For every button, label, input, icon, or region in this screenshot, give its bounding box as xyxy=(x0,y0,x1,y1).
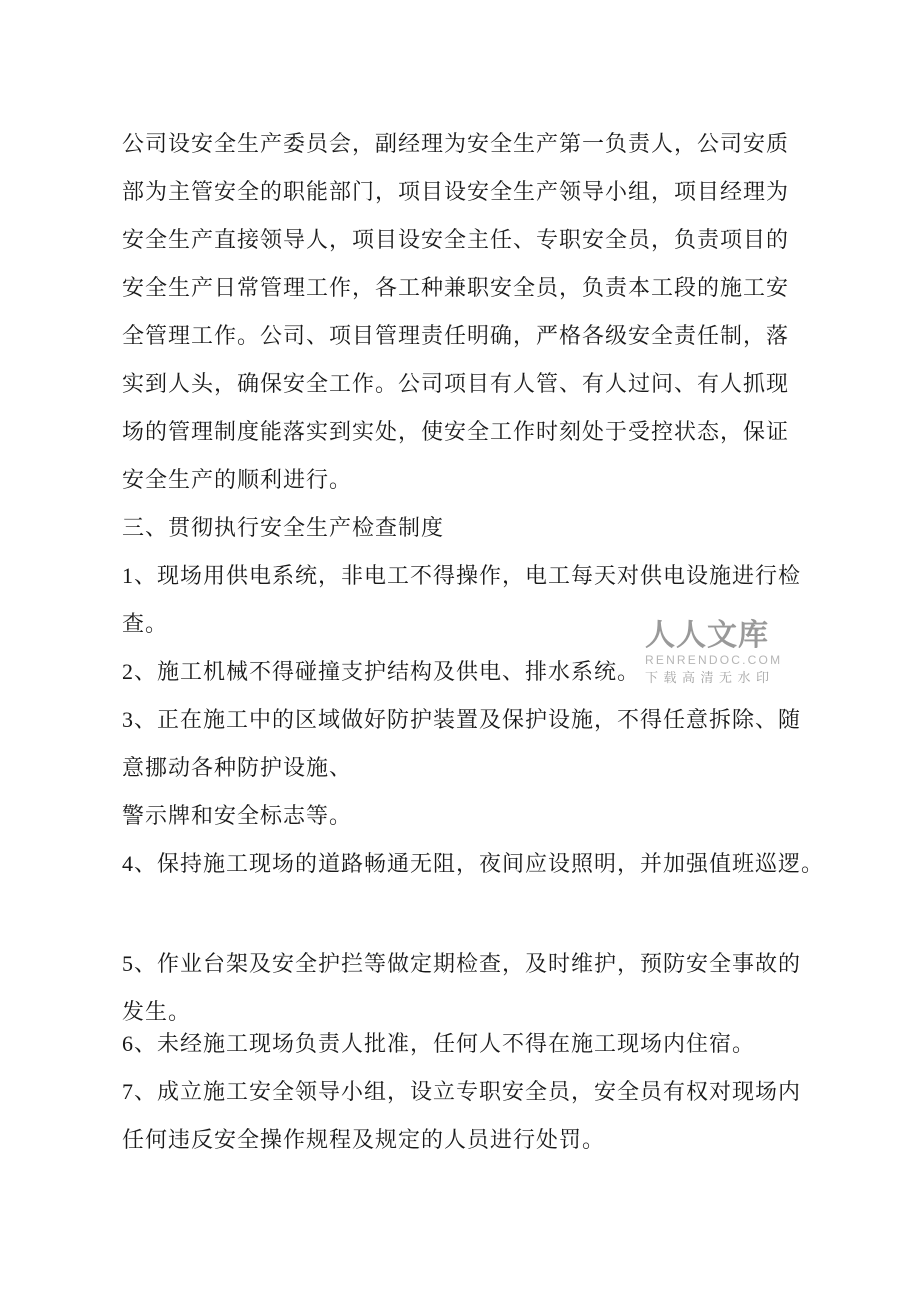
text-line: 4、保持施工现场的道路畅通无阻，夜间应设照明，并加强值班巡逻。 xyxy=(122,851,825,876)
text-line: 安全生产的顺利进行。 xyxy=(122,467,353,492)
watermark-tagline-text: 下载高清无水印 xyxy=(645,670,775,685)
text-line: 场的管理制度能落实到实处，使安全工作时刻处于受控状态，保证 xyxy=(122,419,790,444)
text-line: 三、贯彻执行安全生产检查制度 xyxy=(122,515,445,540)
watermark-logo-text: 人人文库 xyxy=(645,619,769,652)
text-line: 3、正在施工中的区域做好防护装置及保护设施，不得任意拆除、随 xyxy=(122,707,802,732)
text-line: 公司设安全生产委员会，副经理为安全生产第一负责人，公司安质 xyxy=(122,131,790,156)
watermark-domain-text: RENRENDOC.COM xyxy=(645,653,783,667)
text-line: 6、未经施工现场负责人批准，任何人不得在施工现场内住宿。 xyxy=(122,1031,756,1056)
text-line: 任何违反安全操作规程及规定的人员进行处罚。 xyxy=(122,1127,606,1152)
text-line: 安全生产直接领导人，项目设安全主任、专职安全员，负责项目的 xyxy=(122,227,790,252)
text-line: 5、作业台架及安全护拦等做定期检查，及时维护，预防安全事故的 xyxy=(122,951,802,976)
text-line: 意挪动各种防护设施、 xyxy=(122,755,353,780)
text-line: 实到人头，确保安全工作。公司项目有人管、有人过问、有人抓现 xyxy=(122,371,790,396)
blank-line xyxy=(122,888,812,940)
renrendoc-watermark xyxy=(645,619,783,685)
text-line: 查。 xyxy=(122,611,169,636)
text-line: 部为主管安全的职能部门，项目设安全生产领导小组，项目经理为 xyxy=(122,179,790,204)
text-line: 警示牌和安全标志等。 xyxy=(122,803,353,828)
text-line: 全管理工作。公司、项目管理责任明确，严格各级安全责任制，落 xyxy=(122,323,790,348)
text-line: 安全生产日常管理工作，各工种兼职安全员，负责本工段的施工安 xyxy=(122,275,790,300)
text-line: 1、现场用供电系统，非电工不得操作，电工每天对供电设施进行检 xyxy=(122,563,802,588)
text-line: 发生。 xyxy=(122,999,192,1024)
text-line: 7、成立施工安全领导小组，设立专职安全员，安全员有权对现场内 xyxy=(122,1079,802,1104)
text-line: 2、施工机械不得碰撞支护结构及供电、排水系统。 xyxy=(122,659,641,684)
